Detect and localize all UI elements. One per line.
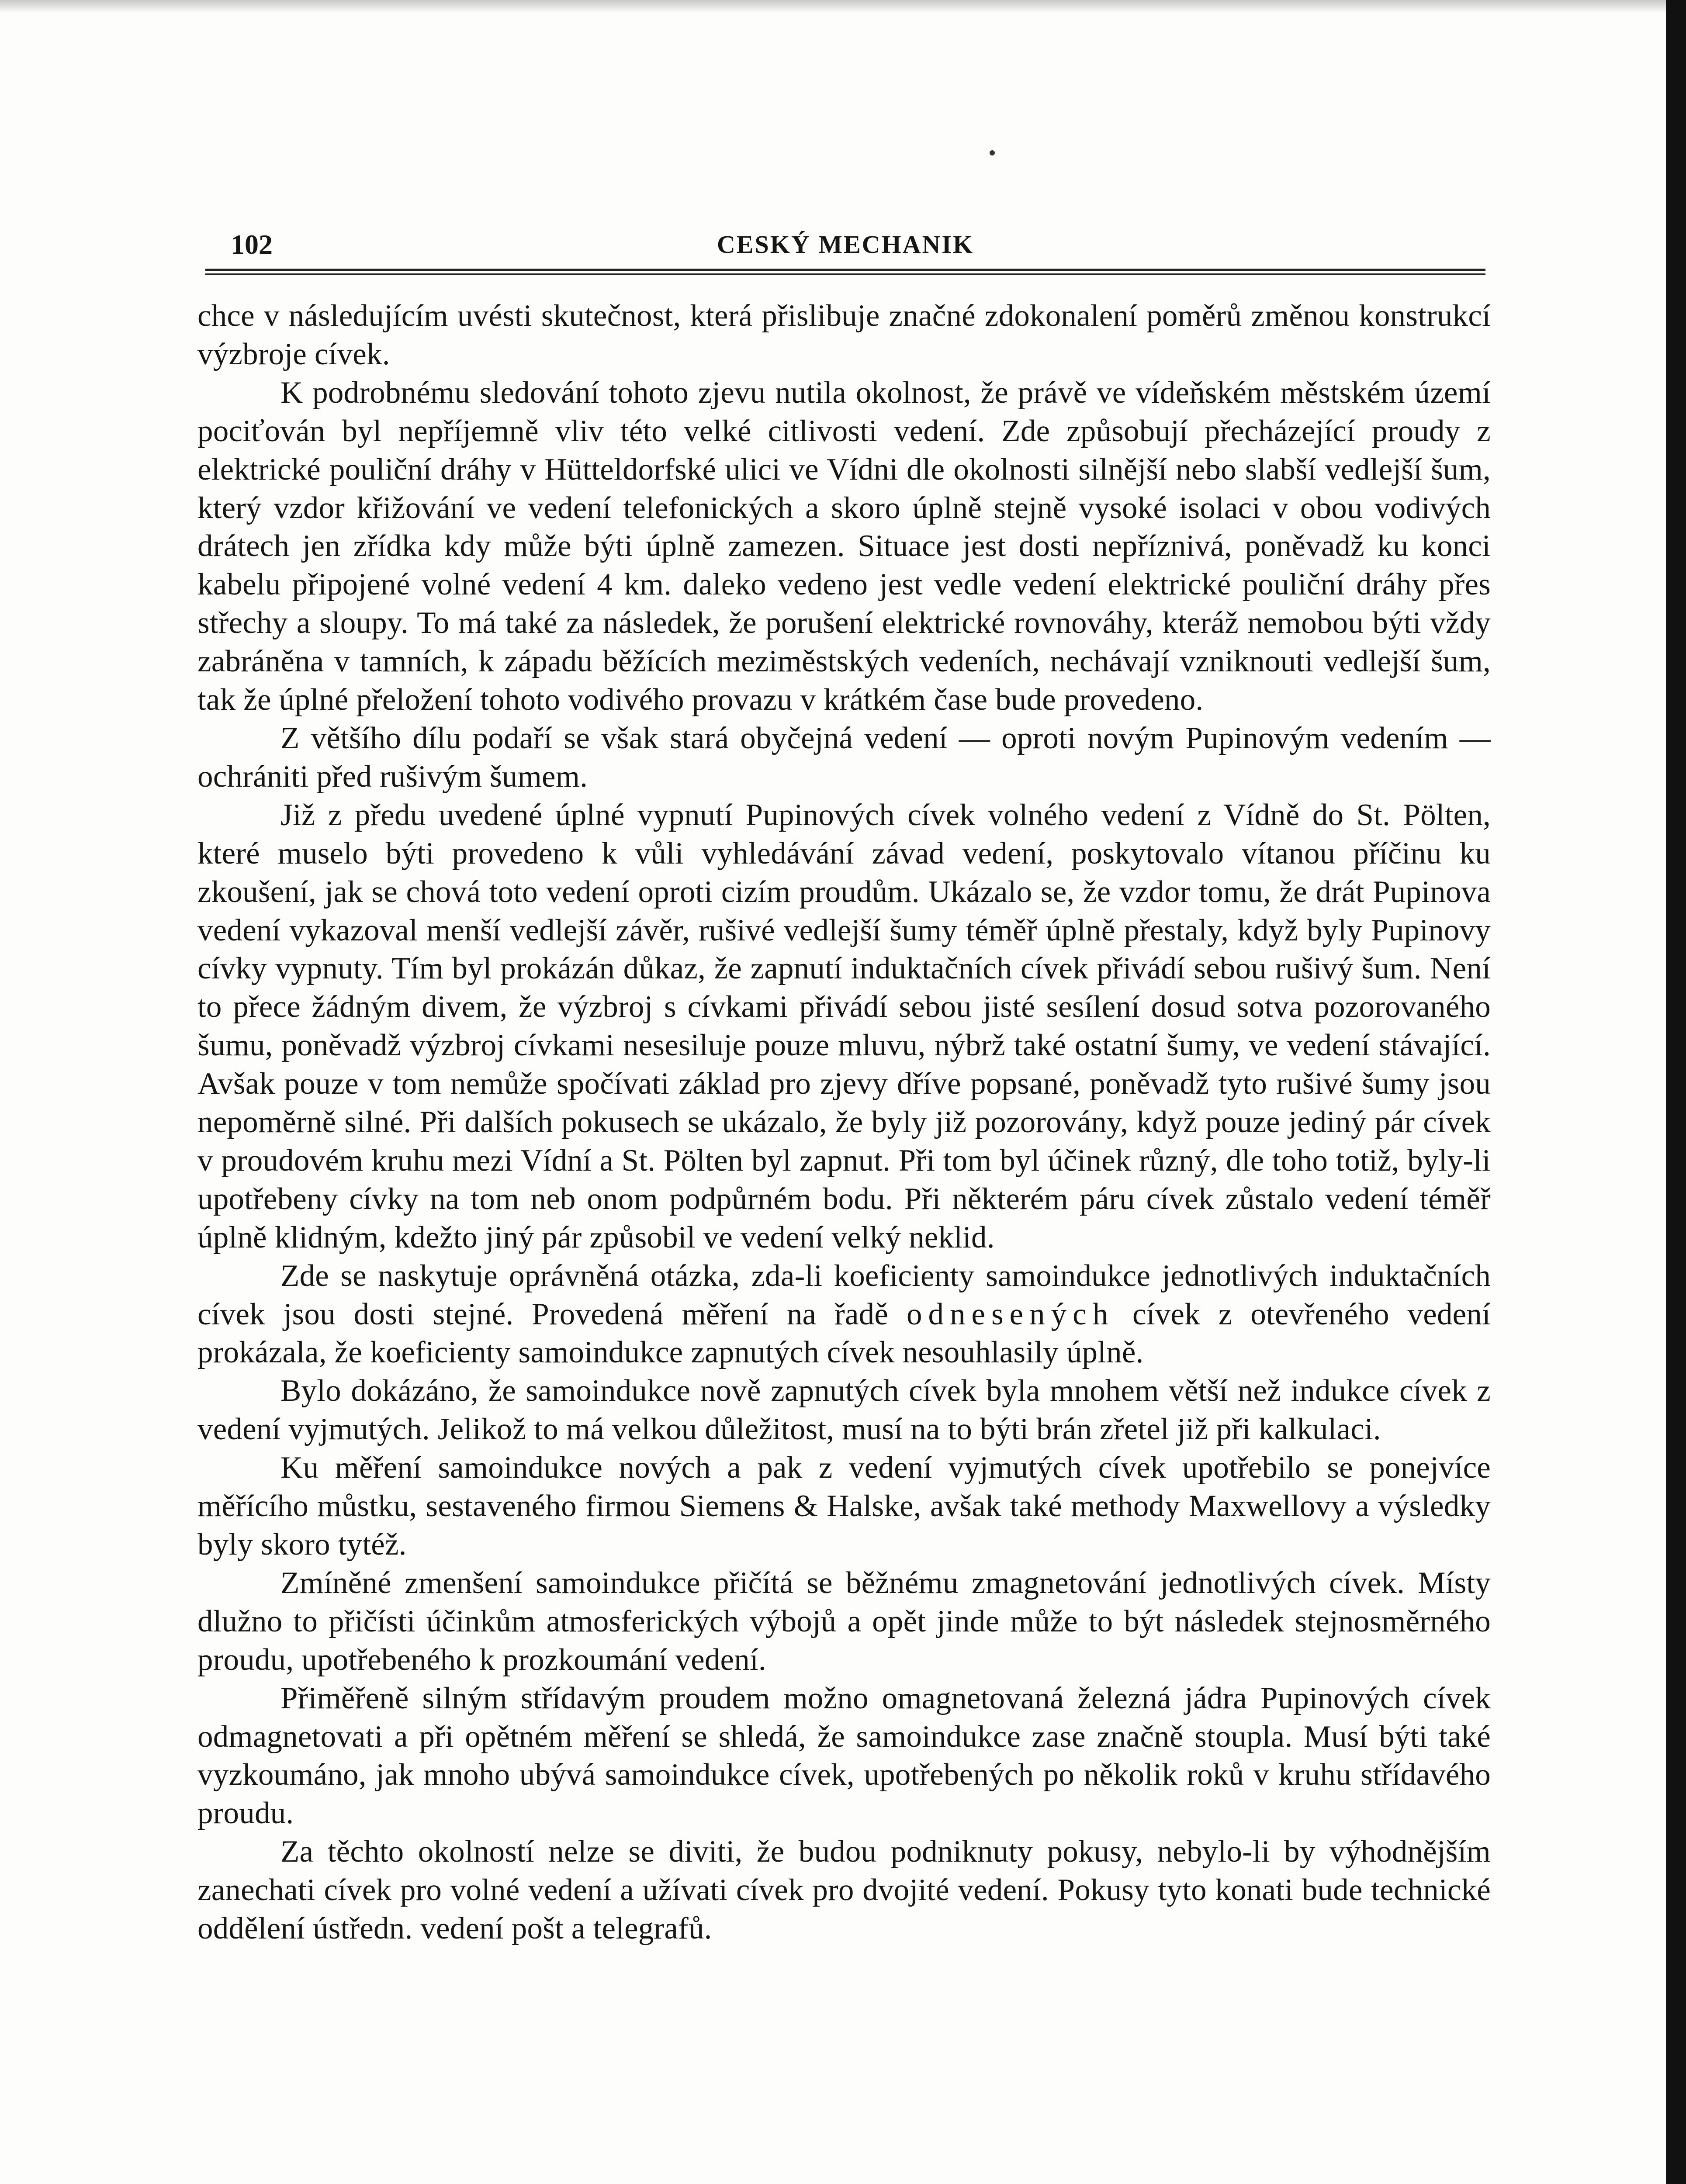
paragraph-4: Již z předu uvedené úplné vypnutí Pupinových cívek volného vedení z Vídně do St. Pölten, které muselo býti provedeno k vůli vyhledávání závad vedení, poskytovalo vítanou příčinu ku zkoušení, jak se chová toto vedení oproti cizím proudům. Ukázalo se, že vzdor tomu, že drát Pupinova vedení vykazoval menší vedlejší závěr, rušivé vedlejší šumy téměř úplně přestaly, když byly Pupinovy cívky vypnuty. Tím byl prokázán důkaz, že zapnutí induktačních cívek přivádí sebou rušivý šum. Není to přece žádným divem, že výzbroj s cívkami přivádí sebou jisté sesílení dosud sotva pozorovaného šumu, poněvadž výzbroj cívkami nesesiluje pouze mluvu, nýbrž také ostatní šumy, ve vedení stávající. Avšak pouze v tom nemůže spočívati základ pro zjevy dříve popsané, poněvadž tyto rušivé šumy jsou nepoměrně silné. Při dalších pokusech se ukázalo, že byly již pozorovány, když pouze jediný pár cívek v proudovém kruhu mezi Vídní a St. Pölten byl zapnut. Při tom byl účinek různý, dle toho totiž, byly-li upotřebeny cívky na tom neb onom podpůrném bodu. Při některém páru cívek zůstalo vedení téměř úplně klidným, kdežto jiný pár způsobil ve vedení velký neklid. (197, 798, 1491, 1254)
paragraph-1: chce v následujícím uvésti skutečnost, která přislibuje značné zdokonalení poměrů změnou konstrukcí výzbroje cívek. (197, 299, 1491, 371)
article-body (197, 297, 1491, 2184)
paragraph-5-spaced-word: odnesených (906, 1297, 1115, 1331)
running-header (205, 222, 1485, 262)
paragraph-5-text-a: Zde se naskytuje oprávněná otázka, zda-li koeficienty samoindukce jednotlivých induktačních cívek jsou dosti stejné. Provedená měření na řadě (197, 1258, 1491, 1331)
header-rule-thick (205, 269, 1485, 271)
paragraph-7: Ku měření samoindukce nových a pak z vedení vyjmutých cívek upotřebilo se ponejvíce měřícího můstku, sestaveného firmou Siemens & Halske, avšak také methody Maxwellovy a výsledky byly skoro tytéž. (197, 1451, 1491, 1562)
paragraph-8: Zmíněné zmenšení samoindukce přičítá se běžnému zmagnetování jednotlivých cívek. Místy dlužno to přičísti účinkům atmosferických výbojů a opět jinde může to být následek stejnosměrného proudu, upotřebeného k prozkoumání vedení. (197, 1565, 1491, 1677)
ink-speck (990, 150, 995, 156)
paragraph-6: Bylo dokázáno, že samoindukce nově zapnutých cívek byla mnohem větší než indukce cívek z vedení vyjmutých. Jelikož to má velkou důležitost, musí na to býti brán zřetel již při kalkulaci. (197, 1374, 1491, 1447)
paragraph-9: Přiměřeně silným střídavým proudem možno omagnetovaná železná jádra Pupinových cívek odmagnetovati a při opětném měření se shledá, že samoindukce zase značně stoupla. Musí býti také vyzkoumáno, jak mnoho ubývá samoindukce cívek, upotřebených po několik roků v kruhu střídavého proudu. (197, 1681, 1491, 1831)
paragraph-5 (197, 1257, 1491, 1372)
scan-right-border (1666, 0, 1686, 2184)
header-rule-thin (205, 273, 1485, 275)
paragraph-10: Za těchto okolností nelze se diviti, že budou podniknuty pokusy, nebylo-li by výhodnějším zanechati cívek pro volné vedení a užívati cívek pro dvojité vedení. Pokusy tyto konati bude technické oddělení ústředn. vedení pošt a telegrafů. (197, 1835, 1491, 1946)
paragraph-5-text-b: cívek z otevřeného vedení prokázala, že koeficienty samoindukce zapnutých cívek nesouhlasily úplně. (197, 1297, 1491, 1370)
running-title: CESKÝ MECHANIK (717, 230, 974, 259)
page-number: 102 (231, 229, 273, 260)
paragraph-2: K podrobnému sledování tohoto zjevu nutila okolnost, že právě ve vídeňském městském území pociťován byl nepříjemně vliv této velké citlivosti vedení. Zde způsobují přecházející proudy z elektrické pouliční dráhy v Hütteldorfské ulici ve Vídni dle okolnosti silnější nebo slabší vedlejší šum, který vzdor křižování ve vedení telefonických a skoro úplně stejně vysoké isolaci v obou vodivých drátech jen zřídka kdy může býti úplně zamezen. Situace jest dosti nepříznivá, poněvadž ku konci kabelu připojené volné vedení 4 km. daleko vedeno jest vedle vedení elektrické pouliční dráhy přes střechy a sloupy. To má také za následek, že porušení elektrické rovnováhy, kteráž nemobou býti vždy zabráněna v tamních, k západu běžících meziměstských vedeních, nechávají vzniknouti vedlejší šum, tak že úplné přeložení tohoto vodivého provazu v krátkém čase bude provedeno. (197, 375, 1491, 717)
paragraph-3: Z většího dílu podaří se však stará obyčejná vedení — oproti novým Pupinovým vedením — ochrániti před rušivým šumem. (197, 721, 1491, 794)
scan-top-shadow (0, 0, 1686, 13)
